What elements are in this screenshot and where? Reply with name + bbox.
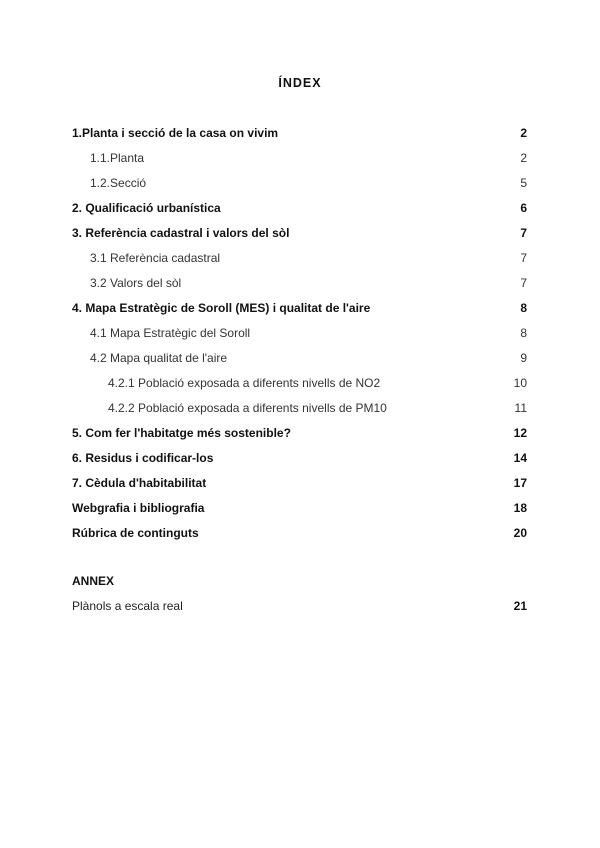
toc-entry-4[interactable]	[72, 296, 527, 321]
toc-entry-page: 11	[514, 401, 527, 415]
toc-entry-label: 6. Residus i codificar-los	[72, 451, 214, 465]
toc-entry-rubrica[interactable]	[72, 521, 527, 546]
toc-entry-page: 8	[520, 301, 527, 315]
toc-entry-label: 4.2.2 Població exposada a diferents nivells de PM10	[108, 401, 387, 415]
toc-entry-page: 2	[520, 151, 527, 165]
toc-entry-4-2[interactable]	[72, 346, 527, 371]
toc-entry-4-1[interactable]	[72, 321, 527, 346]
toc-entry-label: 2. Qualificació urbanística	[72, 201, 221, 215]
toc-entry-label: 4.2.1 Població exposada a diferents nivells de NO2	[108, 376, 381, 390]
toc-entry-page: 17	[513, 476, 527, 490]
toc-entry-label: Webgrafia i bibliografia	[72, 501, 205, 515]
toc-entry-label: 3.1 Referència cadastral	[90, 251, 221, 265]
toc-entry-label: 1.Planta i secció de la casa on vivim	[72, 126, 279, 140]
toc-entry-page: 6	[520, 201, 527, 215]
toc-entry-webgrafia[interactable]	[72, 496, 527, 521]
toc-entry-label: 4.2 Mapa qualitat de l'aire	[90, 351, 228, 365]
toc-entry-3-2[interactable]	[72, 271, 527, 296]
toc-entry-label: 7. Cèdula d'habitabilitat	[72, 476, 207, 490]
toc-entry-5[interactable]	[72, 421, 527, 446]
annex-heading: ANNEX	[72, 574, 115, 588]
toc-entry-page: 2	[520, 126, 527, 140]
toc-entry-label: 1.2.Secció	[90, 176, 147, 190]
toc-entry-page: 12	[513, 426, 527, 440]
toc-entry-label: 1.1.Planta	[90, 151, 145, 165]
toc-entry-6[interactable]	[72, 446, 527, 471]
annex-section	[72, 569, 527, 619]
toc-entry-page: 10	[513, 376, 527, 390]
toc-entry-label: 4. Mapa Estratègic de Soroll (MES) i qualitat de l'aire	[72, 301, 371, 315]
toc-entry-page: 8	[520, 326, 527, 340]
toc-entry-3[interactable]	[72, 221, 527, 246]
toc-entry-page: 7	[520, 276, 527, 290]
toc-entry-1-2[interactable]	[72, 171, 527, 196]
annex-entry[interactable]	[72, 594, 527, 619]
toc-entry-2[interactable]	[72, 196, 527, 221]
toc-entry-label: 5. Com fer l'habitatge més sostenible?	[72, 426, 291, 440]
annex-entry-page: 21	[513, 599, 527, 613]
annex-entry-label: Plànols a escala real	[72, 599, 183, 613]
toc-entry-page: 5	[520, 176, 527, 190]
toc-entry-page: 14	[513, 451, 527, 465]
toc-entry-4-2-1[interactable]	[72, 371, 527, 396]
toc-entry-label: 3.2 Valors del sòl	[90, 276, 182, 290]
toc-entry-4-2-2[interactable]	[72, 396, 527, 421]
toc-entry-1-1[interactable]	[72, 146, 527, 171]
table-of-contents	[72, 121, 527, 546]
toc-entry-page: 9	[520, 351, 527, 365]
toc-entry-label: Rúbrica de continguts	[72, 526, 199, 540]
toc-entry-1[interactable]	[72, 121, 527, 146]
toc-entry-page: 18	[513, 501, 527, 515]
toc-entry-3-1[interactable]	[72, 246, 527, 271]
toc-entry-7[interactable]	[72, 471, 527, 496]
toc-entry-page: 7	[520, 226, 527, 240]
toc-entry-label: 3. Referència cadastral i valors del sòl	[72, 226, 290, 240]
page-title: ÍNDEX	[278, 76, 322, 90]
toc-entry-page: 7	[520, 251, 527, 265]
toc-entry-label: 4.1 Mapa Estratègic del Soroll	[90, 326, 251, 340]
toc-entry-page: 20	[513, 526, 527, 540]
